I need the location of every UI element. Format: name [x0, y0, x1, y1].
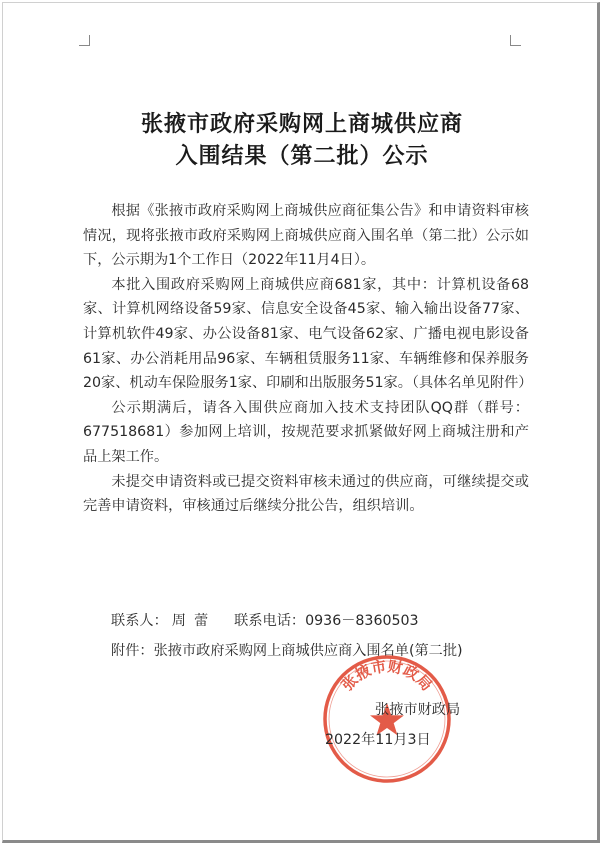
document-title-line2: 入围结果（第二批）公示: [175, 143, 429, 169]
phone-number: 0936－8360503: [305, 613, 419, 629]
official-seal-icon: [321, 653, 453, 785]
paragraph-training: 公示期满后，请各入围供应商加入技术支持团队QQ群（群号：677518681）参加网上培训，按规范要求抓紧做好网上商城注册和产品上架工作。: [83, 399, 529, 465]
issue-date: 2022年11月3日: [325, 732, 431, 748]
paragraph-categories: 本批入围政府采购网上商城供应商681家，其中：计算机设备68家、计算机网络设备59家、信息安全设备45家、输入输出设备77家、计算机软件49家、办公设备81家、电气设备62家、广播电视电影设备61家、办公消耗用品96家、车辆租赁服务11家、车辆维修和保养服务20家、机动车保险服务1家、印刷和出版服务51家。（具体名单见附件）: [83, 276, 533, 392]
issuer-name: 张掖市财政局: [375, 702, 461, 718]
document-body: [83, 199, 533, 519]
attachment-name: 张掖市政府采购网上商城供应商入围名单(第二批): [153, 643, 463, 659]
document-page: [2, 2, 600, 843]
crop-mark-top-right: [510, 35, 521, 46]
crop-mark-top-left: [79, 35, 90, 46]
paragraph-resubmit: 未提交申请资料或已提交资料审核未通过的供应商，可继续提交或完善申请资料，审核通过后继续分批公告，组织培训。: [83, 473, 529, 515]
contact-line: [111, 610, 419, 630]
contact-person: 周蕾: [171, 613, 217, 629]
contact-label: 联系人：: [111, 613, 168, 629]
seal-text: 张掖市财政局: [338, 657, 436, 695]
document-title-line1: 张掖市政府采购网上商城供应商: [140, 111, 463, 137]
paragraph-intro: 根据《张掖市政府采购网上商城供应商征集公告》和申请资料审核情况，现将张掖市政府采购网上商城供应商入围名单（第二批）公示如下，公示期为1个工作日（2022年11月4日）。: [83, 203, 529, 269]
attachment-label: 附件：: [111, 643, 154, 659]
svg-text:张掖市财政局: [338, 657, 436, 694]
phone-label: 联系电话：: [234, 613, 306, 629]
